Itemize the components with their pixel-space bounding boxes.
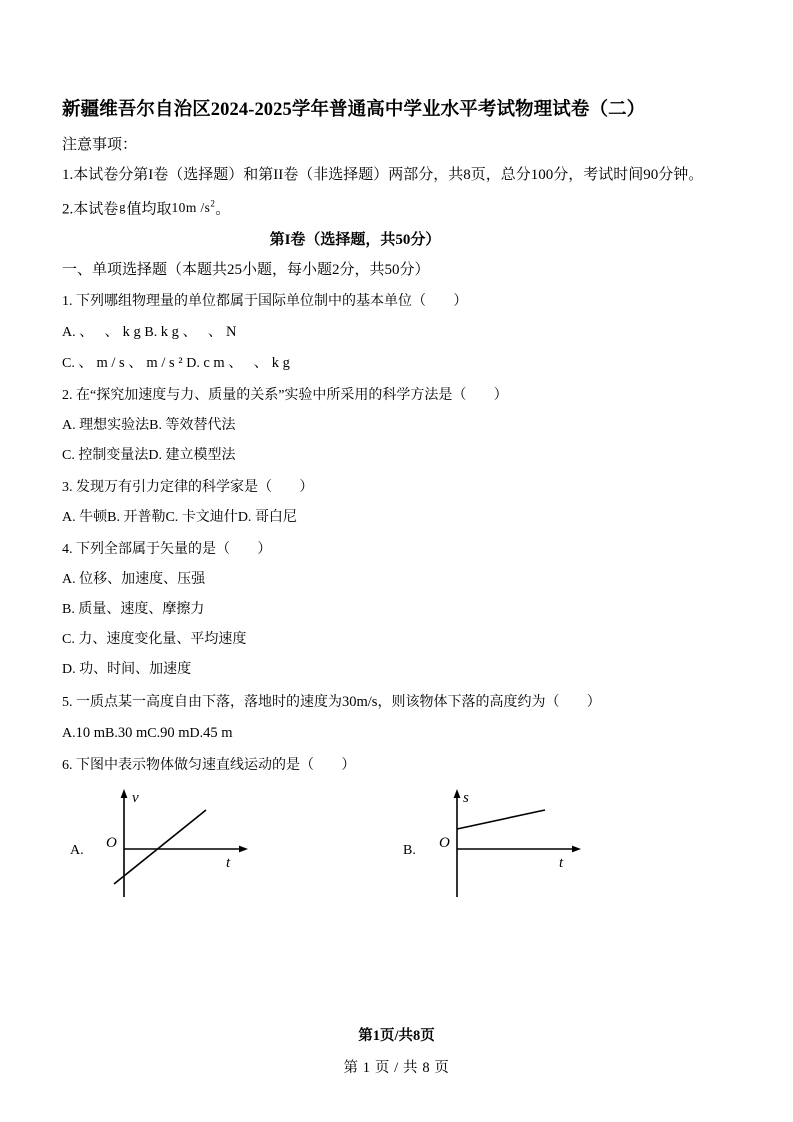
question-3-option-d-text: 哥白尼 (254, 509, 297, 525)
gravity-value-exponent: 2 (210, 198, 216, 208)
question-5-option-c[interactable] (147, 718, 189, 749)
question-5-option-b[interactable] (105, 718, 147, 749)
question-4-stem (62, 533, 734, 565)
question-4-blank (230, 542, 257, 557)
question-5-option-c-text: 90 m (160, 724, 190, 741)
question-2-stem (62, 379, 734, 411)
question-5-option-c-label: C. (147, 725, 161, 741)
question-1-option-b[interactable] (144, 317, 240, 348)
origin-label-o: O (106, 834, 117, 851)
question-1-option-c-text: 、m/s、m/s² (78, 354, 187, 371)
gravity-symbol: g (119, 199, 126, 214)
question-3-option-c-label: C. (165, 509, 179, 525)
question-3-option-d[interactable] (238, 503, 297, 533)
question-4-option-d[interactable] (62, 655, 734, 685)
question-2-option-d[interactable] (148, 441, 235, 471)
question-6-figures (62, 787, 734, 899)
question-3-option-b-label: B. (107, 509, 120, 525)
question-2-option-b-text: 等效替代法 (165, 417, 236, 433)
question-5-option-a-label: A. (62, 725, 76, 741)
question-2-option-a-text: 理想实验法 (79, 417, 150, 433)
question-2-option-row-2 (62, 441, 734, 471)
question-6-option-b-label: B. (403, 842, 416, 858)
question-6-stem (62, 749, 734, 781)
question-6-blank (314, 758, 341, 773)
notice-item-2-suffix: 。 (215, 201, 231, 218)
question-3-options (62, 503, 734, 533)
question-6-text: 下图中表示物体做匀速直线运动的是（ (76, 757, 314, 773)
gravity-value-number: 10m /s (171, 199, 211, 215)
question-2-option-c-text: 控制变量法 (78, 447, 149, 463)
question-4-option-d-label: D. (62, 661, 76, 677)
question-1-number: 1. (62, 293, 73, 309)
question-4-option-a[interactable] (62, 565, 734, 595)
question-4-option-d-text: 功、时间、加速度 (79, 661, 192, 677)
x-axis-label-t: t (226, 854, 231, 871)
y-axis-label-s: s (463, 789, 469, 806)
question-3-text: 发现万有引力定律的科学家是（ (76, 479, 272, 495)
question-2-paren-close: ） (493, 387, 508, 403)
question-1-option-d[interactable] (186, 348, 293, 379)
question-1-option-row-2 (62, 348, 734, 379)
question-4-paren-close: ） (257, 541, 272, 557)
question-4-option-a-label: A. (62, 571, 76, 587)
question-4-option-c[interactable] (62, 625, 734, 655)
question-4-option-b[interactable] (62, 595, 734, 625)
question-2-blank (466, 388, 493, 403)
question-4-option-c-text: 力、速度变化量、平均速度 (78, 631, 247, 647)
notice-item-2-prefix: 2.本试卷 (62, 201, 119, 218)
question-2-option-b[interactable] (149, 411, 235, 441)
question-6-option-a-label: A. (70, 842, 84, 858)
question-1-options (62, 317, 734, 379)
question-6-option-b[interactable] (397, 787, 727, 899)
question-3-option-c[interactable] (165, 503, 237, 533)
question-5-stem (62, 685, 734, 718)
question-1-option-a-label: A. (62, 324, 76, 340)
question-6-option-a[interactable] (64, 787, 394, 899)
velocity-time-graph-icon (94, 787, 284, 899)
question-3-paren-close: ） (299, 479, 314, 495)
question-5-paren-close: ） (586, 694, 601, 710)
question-5-option-a[interactable] (62, 718, 105, 749)
page-content (62, 96, 734, 899)
question-5-option-a-text: 10 m (75, 724, 106, 741)
origin-label-o: O (439, 834, 450, 851)
question-3-option-row-1 (62, 503, 734, 533)
question-1-stem (62, 285, 734, 317)
question-5-speed-value: 30m/s (342, 693, 378, 710)
question-1-option-d-label: D. (186, 355, 200, 371)
page-footer-plain: 第 1 页 / 共 8 页 (343, 1060, 450, 1076)
question-2-option-a-label: A. (62, 417, 76, 433)
question-2-option-b-label: B. (149, 417, 162, 433)
question-1-blank (426, 294, 453, 309)
question-4-option-a-text: 位移、加速度、压强 (79, 571, 206, 587)
notice-item-2-middle: 值均取 (126, 201, 172, 218)
question-4-options (62, 565, 734, 685)
question-1-text: 下列哪组物理量的单位都属于国际单位制中的基本单位（ (76, 293, 426, 309)
question-4-number: 4. (62, 541, 73, 557)
question-3-option-d-label: D. (237, 509, 252, 525)
question-1-option-a-text: 、 、kg (79, 323, 145, 340)
question-3-option-a-label: A. (62, 509, 76, 525)
question-6-number: 6. (62, 757, 73, 773)
question-1-option-row-1 (62, 317, 734, 348)
question-2-number: 2. (62, 387, 73, 403)
notice-item-1: 1.本试卷分第I卷（选择题）和第II卷（非选择题）两部分，共8页，总分100分，考试时间90分钟。 (62, 167, 704, 183)
question-5-number: 5. (62, 694, 73, 710)
question-3-option-c-text: 卡文迪什 (181, 509, 238, 525)
question-5-text-pre: 一质点某一高度自由下落，落地时的速度为 (76, 694, 342, 710)
question-2-text: 在“探究加速度与力、质量的关系”实验中所采用的科学方法是（ (76, 387, 467, 403)
question-5-blank (559, 695, 586, 710)
question-5-option-d-label: D. (189, 725, 204, 741)
question-5-option-b-label: B. (105, 725, 118, 741)
question-2-option-d-text: 建立模型法 (165, 447, 236, 463)
question-2-options (62, 411, 734, 471)
question-3-number: 3. (62, 479, 73, 495)
question-4-text: 下列全部属于矢量的是（ (76, 541, 230, 557)
question-3-option-a-text: 牛顿 (79, 509, 108, 525)
question-1-paren-close: ） (453, 293, 468, 309)
y-axis-label-v: v (132, 789, 139, 806)
question-3-blank (272, 480, 299, 495)
question-1-option-b-text: kg、 、N (160, 323, 241, 340)
question-5-text-post: ，则该物体下落的高度约为（ (377, 694, 560, 710)
question-4-option-b-text: 质量、速度、摩擦力 (78, 601, 205, 617)
question-5-option-row-1 (62, 718, 734, 749)
volume-heading: 第I卷（选择题，共50分） (269, 231, 441, 248)
x-axis-label-t: t (559, 854, 564, 871)
question-5-option-b-text: 30 m (117, 724, 148, 741)
gravity-value (172, 200, 216, 215)
question-2-option-c-label: C. (62, 447, 75, 463)
page-footer-bold: 第1页/共8页 (358, 1028, 435, 1044)
question-1-option-b-label: B. (144, 324, 158, 340)
question-3-option-a[interactable] (62, 503, 107, 533)
question-3-stem (62, 471, 734, 503)
question-2-option-a[interactable] (62, 411, 149, 441)
question-6-paren-close: ） (341, 757, 356, 773)
question-2-option-d-label: D. (148, 447, 162, 463)
question-1-option-c[interactable] (62, 348, 186, 379)
question-5-option-d-text: 45 m (203, 724, 233, 741)
question-4-option-b-label: B. (62, 601, 75, 617)
question-5-options (62, 718, 734, 749)
section-heading: 一、单项选择题（本题共25小题，每小题2分，共50分） (62, 261, 430, 278)
question-2-option-c[interactable] (62, 441, 148, 471)
notice-heading: 注意事项： (62, 137, 138, 153)
question-5-option-d[interactable] (190, 718, 233, 749)
question-1-option-d-text: cm、 、kg (203, 354, 294, 371)
question-3-option-b-text: 开普勒 (123, 509, 166, 525)
notice-item-2 (62, 190, 734, 225)
page-title: 新疆维吾尔自治区2024-2025学年普通高中学业水平考试物理试卷（二） (62, 100, 646, 120)
question-3-option-b[interactable] (107, 503, 165, 533)
question-2-option-row-1 (62, 411, 734, 441)
displacement-time-graph-icon (427, 787, 617, 899)
question-4-option-c-label: C. (62, 631, 75, 647)
question-1-option-a[interactable] (62, 317, 144, 348)
question-1-option-c-label: C. (62, 355, 75, 371)
